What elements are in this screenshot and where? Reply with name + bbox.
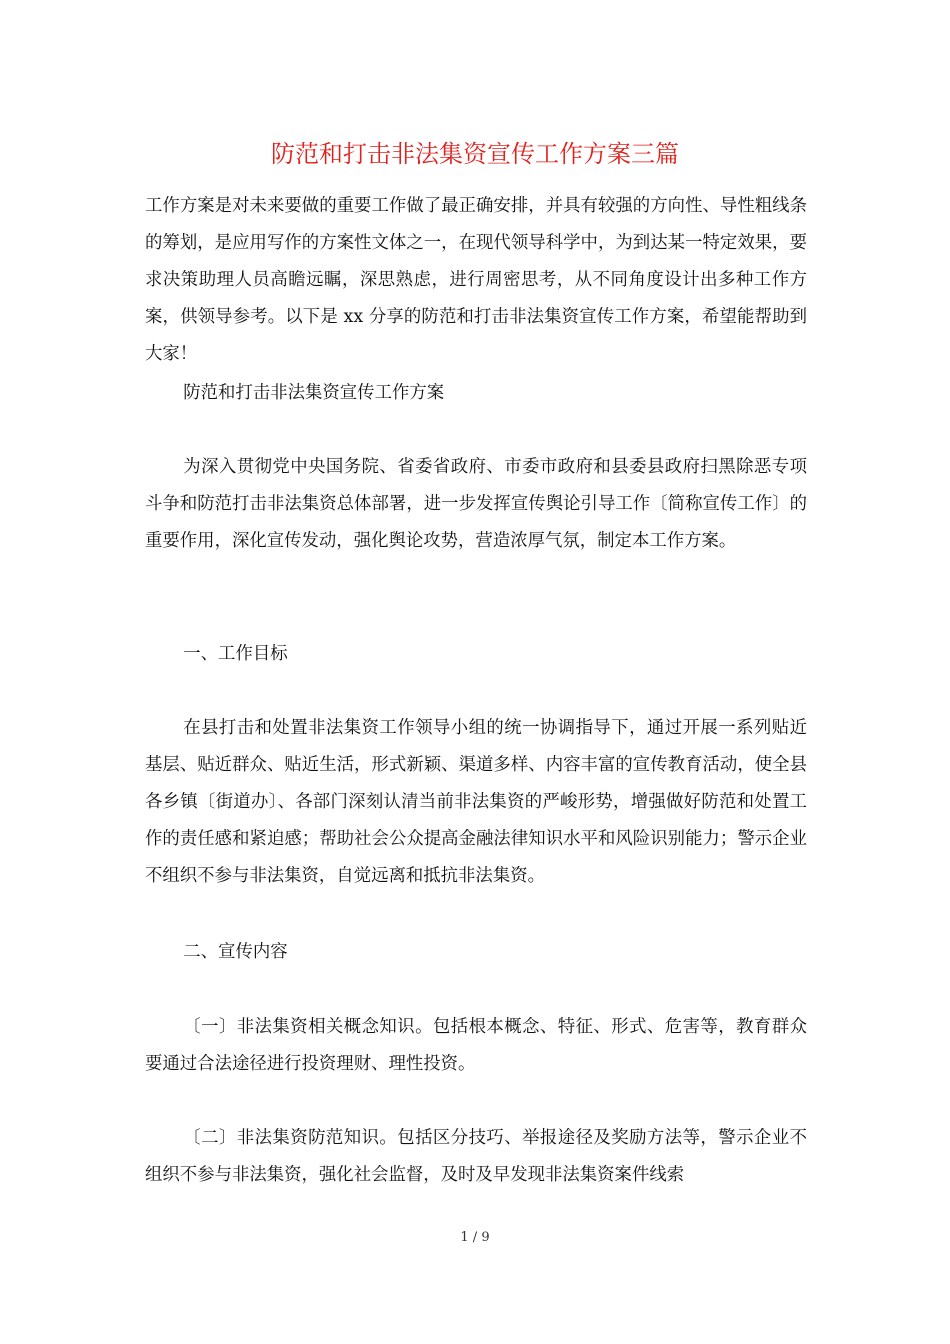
- document-title: 防范和打击非法集资宣传工作方案三篇: [271, 140, 679, 168]
- section-2-item-2: 〔二〕非法集资防范知识。包括区分技巧、举报途径及奖励方法等，警示企业不组织不参与非法集资，强化社会监督，及时及早发现非法集资案件线索: [145, 1128, 807, 1185]
- section-1-heading: 一、工作目标: [183, 644, 288, 664]
- section-2-item-1: 〔一〕非法集资相关概念知识。包括根本概念、特征、形式、危害等，教育群众要通过合法途径进行投资理财、理性投资。: [145, 1017, 807, 1074]
- preface-paragraph: 为深入贯彻党中央国务院、省委省政府、市委市政府和县委县政府扫黑除恶专项斗争和防范打击非法集资总体部署，进一步发挥宣传舆论引导工作〔简称宣传工作〕的重要作用，深化宣传发动，强化舆论攻势，营造浓厚气氛，制定本工作方案。: [145, 457, 807, 551]
- section-subtitle: 防范和打击非法集资宣传工作方案: [183, 383, 445, 403]
- section-2-heading: 二、宣传内容: [183, 942, 288, 962]
- section-1-body: 在县打击和处置非法集资工作领导小组的统一协调指导下，通过开展一系列贴近基层、贴近群众、贴近生活，形式新颖、渠道多样、内容丰富的宣传教育活动，使全县各乡镇〔街道办〕、各部门深刻认清当前非法集资的严峻形势，增强做好防范和处置工作的责任感和紧迫感；帮助社会公众提高金融法律知识水平和风险识别能力；警示企业不组织不参与非法集资，自觉远离和抵抗非法集资。: [145, 718, 807, 886]
- page-number: 1 / 9: [460, 1230, 490, 1245]
- intro-paragraph: 工作方案是对未来要做的重要工作做了最正确安排，并具有较强的方向性、导性粗线条的筹划，是应用写作的方案性文体之一，在现代领导科学中，为到达某一特定效果，要求决策助理人员高瞻远瞩，深思熟虑，进行周密思考，从不同角度设计出多种工作方案，供领导参考。以下是 xx 分享的防范和打击非法集资宣传工作方案，希望能帮助到大家！: [145, 196, 807, 364]
